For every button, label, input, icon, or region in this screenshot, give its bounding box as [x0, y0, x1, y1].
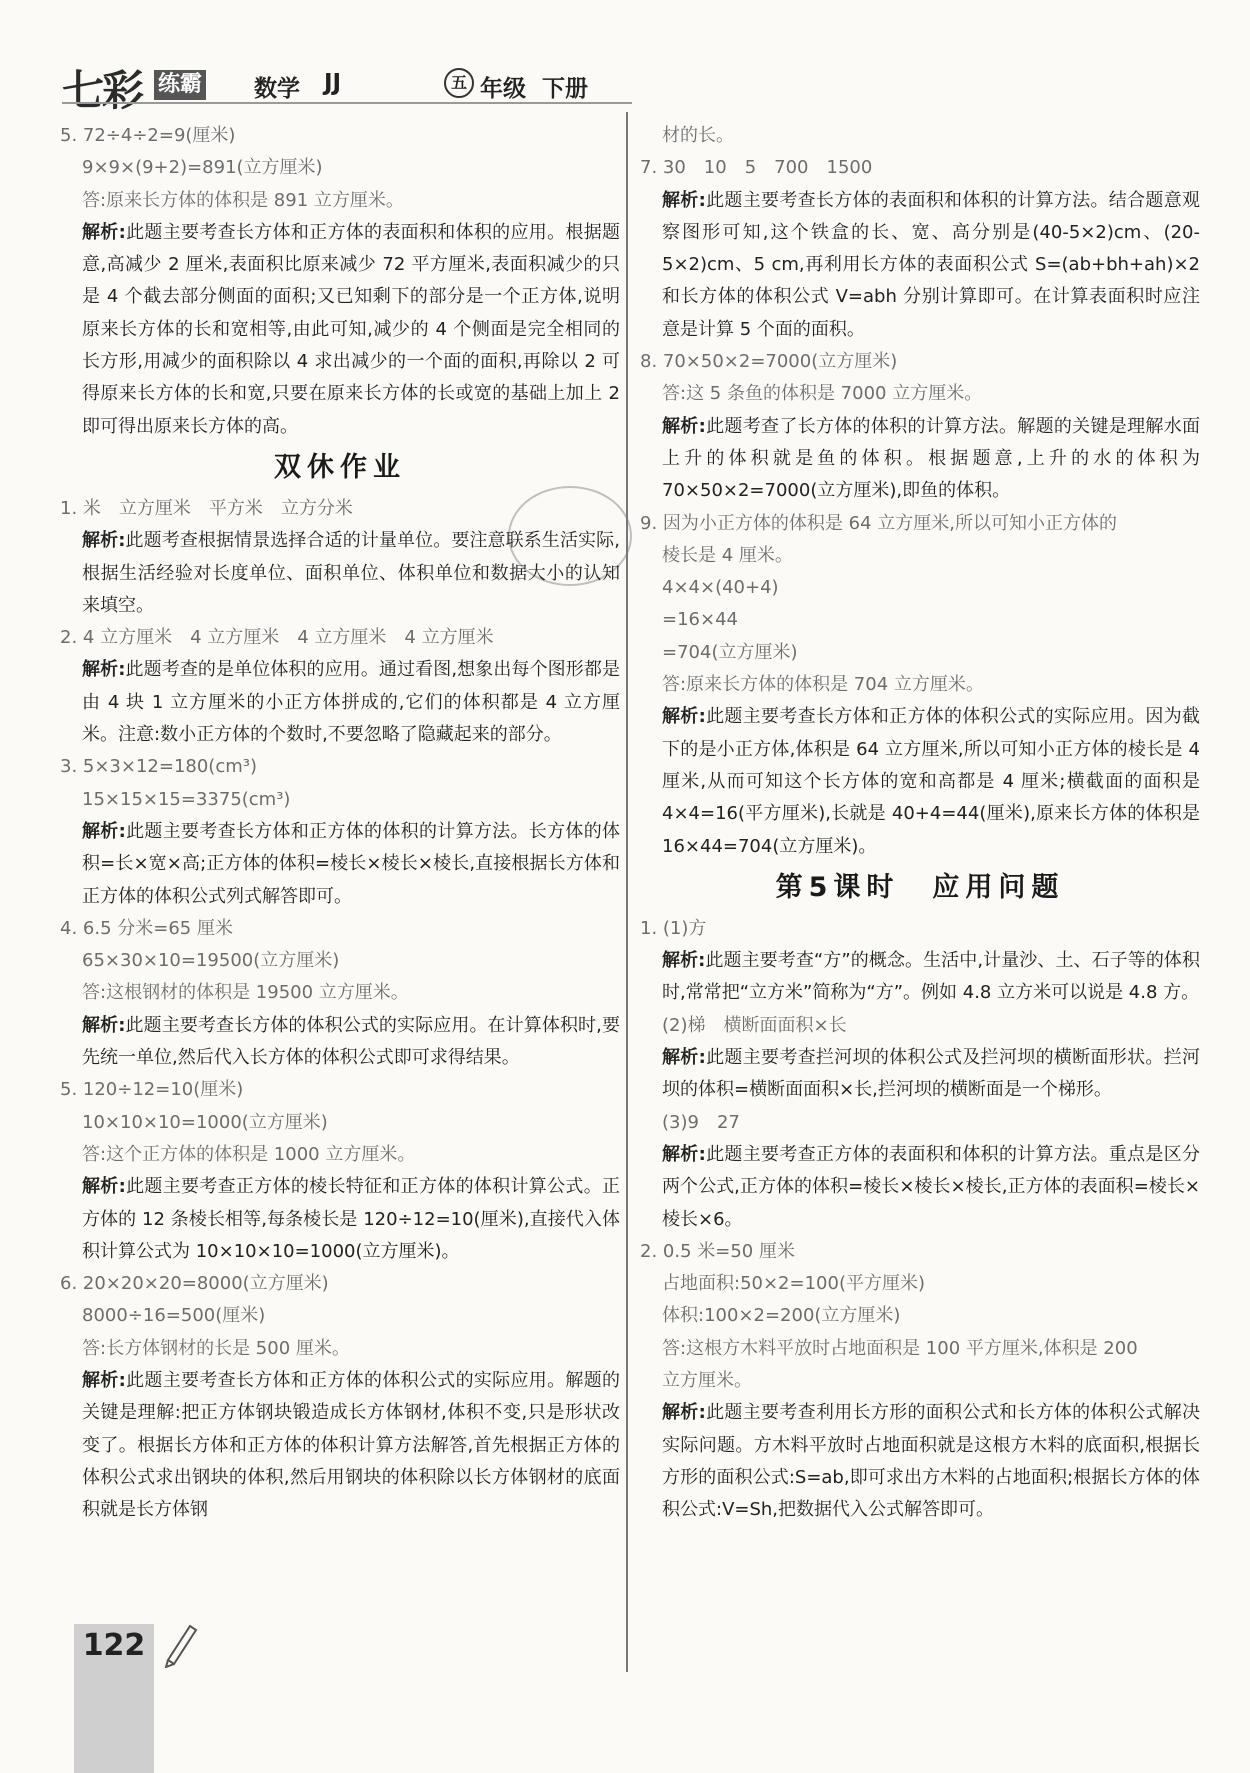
explanation-paragraph: [60, 816, 620, 913]
answer-line: 4×4×(40+4): [662, 577, 779, 599]
explanation-label: 解析:: [662, 950, 706, 972]
answer-line: 答:这根方木料平放时占地面积是 100 平方厘米,体积是 200: [662, 1337, 1138, 1359]
explanation-text: 此题主要考查拦河坝的体积公式及拦河坝的横断面形状。拦河坝的体积=横断面面积×长,拦河坝的横断面是一个梯形。: [662, 1047, 1200, 1101]
answer-line: 体积:100×2=200(立方厘米): [662, 1305, 901, 1327]
explanation-text: 此题考查根据情景选择合适的计量单位。要注意联系生活实际,根据生活经验对长度单位、面积单位、体积单位和数据大小的认知来填空。: [82, 530, 620, 616]
explanation-text: 此题主要考查长方体的表面积和体积的计算方法。结合题意观察图形可知,这个铁盒的长、宽、高分别是(40-5×2)cm、(20-5×2)cm、5 cm,再利用长方体的表面积公式 S=(ab+bh+ah)×2 和长方体的体积公式 V=abh 分别计算即可。在计算表面积时应注意是计算 5 个面的面积。: [662, 189, 1200, 340]
explanation-label: 解析:: [662, 1402, 706, 1424]
answer-line: 材的长。: [662, 125, 734, 146]
explanation-text: 此题主要考查正方体的表面积和体积的计算方法。重点是区分两个公式,正方体的体积=棱长×棱长×棱长,正方体的表面积=棱长×棱长×6。: [662, 1143, 1200, 1230]
brand-logo-box: 练霸: [154, 70, 206, 100]
answer-item: 8. 70×50×2=7000(立方厘米): [640, 351, 898, 373]
answer-line: 立方厘米。: [662, 1369, 752, 1391]
answer-line: 10×10×10=1000(立方厘米): [82, 1111, 328, 1133]
right-column: [640, 120, 1200, 1526]
explanation-paragraph: [640, 1139, 1200, 1236]
grade-label: 年级: [480, 76, 526, 102]
pencil-icon: [160, 1620, 200, 1668]
page-header: [62, 58, 642, 115]
explanation-label: 解析:: [82, 530, 126, 552]
explanation-label: 解析:: [662, 189, 706, 211]
explanation-label: 解析:: [82, 659, 126, 681]
header-rule: [62, 102, 632, 104]
explanation-paragraph: [640, 701, 1200, 862]
answer-item: 1. 米 立方厘米 平方米 立方分米: [60, 497, 353, 519]
answer-item: 3. 5×3×12=180(cm³): [60, 756, 257, 778]
explanation-text: 此题主要考查正方体的棱长特征和正方体的体积计算公式。正方体的 12 条棱长相等,每条棱长是 120÷12=10(厘米),直接代入体积计算公式为 10×10×10=1000(立方厘米)。: [82, 1176, 620, 1262]
section-heading: 第5课时 应用问题: [775, 871, 1065, 903]
answer-line: 答:原来长方体的体积是 891 立方厘米。: [82, 189, 404, 211]
answer-item: 6. 20×20×20=8000(立方厘米): [60, 1273, 329, 1295]
explanation-paragraph: [640, 1042, 1200, 1107]
answer-line: 65×30×10=19500(立方厘米): [82, 950, 340, 972]
answer-line: 占地面积:50×2=100(平方厘米): [662, 1273, 925, 1295]
answer-line: =704(立方厘米): [662, 641, 798, 663]
answer-line: 8000÷16=500(厘米): [82, 1305, 266, 1327]
brand-logo: 七彩: [62, 66, 143, 115]
explanation-text: 此题主要考查长方体的体积公式的实际应用。在计算体积时,要先统一单位,然后代入长方体的体积公式即可求得结果。: [82, 1014, 620, 1069]
answer-item: 5. 72÷4÷2=9(厘米): [60, 125, 236, 146]
explanation-paragraph: [60, 217, 620, 443]
explanation-label: 解析:: [662, 1047, 706, 1069]
answer-line: 9×9×(9+2)=891(立方厘米): [82, 157, 323, 179]
answer-line: (3)9 27: [662, 1111, 740, 1133]
explanation-paragraph: [60, 1171, 620, 1268]
subject-label: 数学: [254, 76, 300, 102]
explanation-label: 解析:: [662, 706, 706, 728]
explanation-text: 此题考查了长方体的体积的计算方法。解题的关键是理解水面上升的体积就是鱼的体积。根据题意,上升的水的体积为 70×50×2=7000(立方厘米),即鱼的体积。: [662, 415, 1200, 502]
explanation-paragraph: [640, 945, 1200, 1010]
explanation-paragraph: [60, 525, 620, 622]
column-divider: [626, 112, 628, 1672]
explanation-paragraph: [640, 1397, 1200, 1526]
volume-label: 下册: [542, 76, 588, 102]
answer-item: 5. 120÷12=10(厘米): [60, 1079, 244, 1101]
answer-item: 2. 4 立方厘米 4 立方厘米 4 立方厘米 4 立方厘米: [60, 627, 494, 649]
answer-item: 1. (1)方: [640, 917, 707, 939]
explanation-paragraph: [60, 654, 620, 751]
answer-line: 答:长方体钢材的长是 500 厘米。: [82, 1337, 350, 1359]
answer-line: 15×15×15=3375(cm³): [82, 788, 291, 810]
explanation-text: 此题主要考查长方体和正方体的表面积和体积的应用。根据题意,高减少 2 厘米,表面积比原来减少 72 平方厘米,表面积减少的只是 4 个截去部分侧面的面积;又已知剩下的部分是一个正方体,说明原来长方体的长和宽相等,由此可知,减少的 4 个侧面是完全相同的长方形,用减少的面积除以 4 求出减少的一个面的面积,再除以 2 可得原来长方体的长和宽,只要在原来长方体的长或宽的基础上加上 2 即可得出原来长方体的高。: [82, 221, 620, 437]
answer-item: 9. 因为小正方体的体积是 64 立方厘米,所以可知小正方体的: [640, 512, 1117, 534]
explanation-paragraph: [60, 1365, 620, 1526]
grade-number-badge: 五: [444, 68, 474, 98]
explanation-text: 此题主要考查长方体和正方体的体积的计算方法。长方体的体积=长×宽×高;正方体的体积=棱长×棱长×棱长,直接根据长方体和正方体的体积公式列式解答即可。: [82, 820, 620, 907]
explanation-text: 此题主要考查“方”的概念。生活中,计量沙、土、石子等的体积时,常常把“立方米”简称为“方”。例如 4.8 立方米可以说是 4.8 方。: [662, 950, 1200, 1004]
section-heading: 双休作业: [274, 451, 406, 483]
explanation-label: 解析:: [662, 1143, 706, 1165]
explanation-text: 此题主要考查长方体和正方体的体积公式的实际应用。因为截下的是小正方体,体积是 64 立方厘米,所以可知小正方体的棱长是 4 厘米,从而可知这个长方体的宽和高都是 4 厘米;横截面的面积是 4×4=16(平方厘米),长就是 40+4=44(厘米),原来长方体的体积是 16×44=704(立方厘米)。: [662, 706, 1200, 857]
explanation-paragraph: [60, 1010, 620, 1075]
explanation-label: 解析:: [82, 1014, 126, 1036]
edition-label: JJ: [324, 70, 342, 96]
explanation-text: 此题主要考查利用长方形的面积公式和长方体的体积公式解决实际问题。方木料平放时占地面积就是这根方木料的底面积,根据长方形的面积公式:S=ab,即可求出方木料的占地面积;根据长方体的体积公式:V=Sh,把数据代入公式解答即可。: [662, 1402, 1200, 1521]
answer-line: 棱长是 4 厘米。: [662, 544, 793, 566]
answer-line: (2)梯 横断面面积×长: [662, 1014, 847, 1036]
explanation-paragraph: [640, 411, 1200, 508]
answer-line: 答:这根钢材的体积是 19500 立方厘米。: [82, 982, 409, 1004]
explanation-label: 解析:: [82, 1176, 126, 1198]
explanation-text: 此题主要考查长方体和正方体的体积公式的实际应用。解题的关键是理解:把正方体钢块锻造成长方体钢材,体积不变,只是形状改变了。根据长方体和正方体的体积计算方法解答,首先根据正方体的体积公式求出钢块的体积,然后用钢块的体积除以长方体钢材的底面积就是长方体钢: [82, 1369, 620, 1521]
answer-line: 答:原来长方体的体积是 704 立方厘米。: [662, 674, 984, 696]
answer-line: 答:这个正方体的体积是 1000 立方厘米。: [82, 1143, 416, 1165]
answer-item: 7. 30 10 5 700 1500: [640, 157, 873, 179]
left-column: [60, 120, 620, 1526]
explanation-text: 此题考查的是单位体积的应用。通过看图,想象出每个图形都是由 4 块 1 立方厘米的小正方体拼成的,它们的体积都是 4 立方厘米。注意:数小正方体的个数时,不要忽略了隐藏起来的部分。: [82, 659, 620, 746]
explanation-label: 解析:: [82, 1369, 126, 1391]
explanation-label: 解析:: [82, 221, 126, 243]
explanation-paragraph: [640, 185, 1200, 346]
answer-item: 2. 0.5 米=50 厘米: [640, 1240, 795, 1262]
answer-item: 4. 6.5 分米=65 厘米: [60, 917, 233, 939]
explanation-label: 解析:: [82, 820, 126, 842]
answer-line: 答:这 5 条鱼的体积是 7000 立方厘米。: [662, 383, 983, 405]
page-number: 122: [82, 1628, 146, 1663]
explanation-label: 解析:: [662, 415, 706, 437]
answer-line: =16×44: [662, 609, 738, 631]
